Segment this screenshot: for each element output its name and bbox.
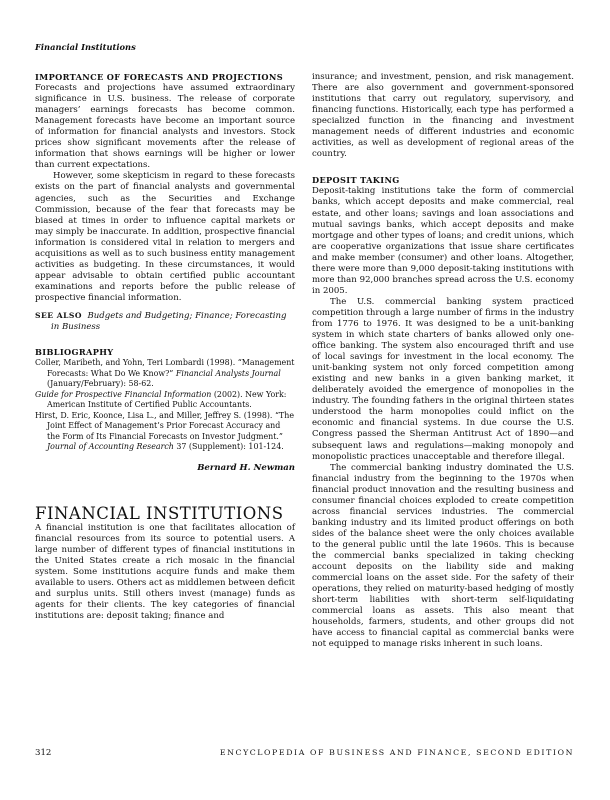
deposit-taking-heading: DEPOSIT TAKING — [312, 175, 400, 186]
forecasts-heading: IMPORTANCE OF FORECASTS AND PROJECTIONS — [35, 72, 283, 82]
financial-institutions-paragraph-1: A financial institution is one that facilitates allocation of financial resources from its source to potential users. A large number of different types of financial institutions in the United States create a rich mosaic in the financial system. Some institutions acquire funds and make them available to users. Others act as middlemen between deficit and surplus units. Still others invest (manage) funds as agents for their clients. The key categories of financial institutions are: deposit taking; finance and — [35, 523, 295, 622]
bibliography-heading: BIBLIOGRAPHY — [35, 346, 114, 357]
book-title: ENCYCLOPEDIA OF BUSINESS AND FINANCE, SECOND EDITION — [219, 748, 574, 757]
author-signature: Bernard H. Newman — [197, 462, 295, 473]
bibliography-entry: Guide for Prospective Financial Information (2002). New York: American Institute of Certified Public Accountants. — [35, 389, 287, 410]
continued-paragraph: insurance; and investment, pension, and risk management. There are also government and government-sponsored institutions that carry out regulatory, supervisory, and financing functions. Historically, each type has performed a specialized function in the financing and investment management needs of different industries and economic activities, as well as development of regional areas of the country. — [312, 72, 574, 160]
bibliography-entry: Coller, Maribeth, and Yohn, Teri Lombardi (1998). “Management Forecasts: What Do We Know?” Financial Analysts Journal (January/February): 58-62. — [35, 358, 295, 389]
deposit-paragraph-3: The commercial banking industry dominated the U.S. financial industry from the beginning to the 1970s when financial product innovation and the resulting business and consumer financial choices exploded to create competition across financial services industries. The commercial banking industry and its limited product offerings on both sides of the balance sheet were the only choices available to the general public until the late 1960s. This is because the commercial banks specialized in taking checking account deposits on the liability side and making commercial loans on the asset side. For the safety of their operations, they relied on maturity-based hedging of mostly short-term liabilities with short-term self-liquidating commercial loans as assets. This also meant that households, farmers, students, and other groups did not have access to financial capital as commercial banks were not equipped to manage risks inherent in such loans. — [312, 462, 574, 650]
see-also-label: SEE ALSO — [35, 310, 83, 320]
page-number: 312 — [35, 748, 52, 758]
deposit-paragraph-1: Deposit-taking institutions take the form of commercial banks, which accept deposits and make commercial, real estate, and other loans; savings and loan associations and mutual savings banks, which accept deposits and make mortgage and other types of loans; and credit unions, which are cooperative organizations that issue share certificates and make member (consumer) and other loans. Altogether, there were more than 9,000 deposit-taking institutions with more than 92,000 branches spread across the U.S. economy in 2005. — [312, 186, 574, 296]
see-also — [35, 310, 295, 333]
forecasts-paragraph-1: Forecasts and projections have assumed extraordinary significance in U.S. business. The release of corporate managers’ earnings forecasts has become common. Management forecasts have become an important source of information for financial analysts and investors. Stock prices show significant movements after the release of information that shows earnings will be higher or lower than current expectations. — [35, 83, 295, 171]
running-head: Financial Institutions — [35, 42, 136, 52]
see-also-refs[interactable]: Budgets and Budgeting; Finance; Forecasting in Business — [51, 310, 287, 332]
forecasts-paragraph-2: However, some skepticism in regard to these forecasts exists on the part of financial analysts and governmental agencies, such as the Securities and Exchange Commission, because of the fear that forecasts may be biased at times in order to influence capital markets or may simply be inaccurate. In addition, prospective financial information is considered vital in relation to mergers and acquisitions as well as to such business entity management activities as budgeting. In these circumstances, it would appear advisable to obtain certified public accountant examinations and reports before the public release of prospective financial information. — [35, 171, 295, 303]
article-title: FINANCIAL INSTITUTIONS — [35, 503, 284, 523]
left-column — [35, 72, 295, 622]
right-column — [312, 72, 574, 650]
deposit-paragraph-2: The U.S. commercial banking system practiced competition through a large number of firms in the industry from 1776 to 1976. It was designed to be a unit-banking system in which state charters of banks allowed only one-office banking. The system also encouraged thrift and use of local savings for investment in the local economy. The unit-banking system not only forced competition among existing and new banks in a given banking market, it deliberately avoided the emergence of monopolies in the industry. The founding fathers in the original thirteen states understood the harm monopolies could inflict on the economic and financial systems. In due course the U.S. Congress passed the Sherman Antitrust Act of 1890—and subsequent laws and regulations—making monopoly and monopolistic practices unacceptable and therefore illegal. — [312, 296, 574, 462]
bibliography-entry: Hirst, D. Eric, Koonce, Lisa L., and Miller, Jeffrey S. (1998). “The Joint Effect of Management’s Prior Forecast Accuracy and the Form of Its Financial Forecasts on Investor Judgment.” Journal of Accounting Research 37 (Supplement): 101-124. — [35, 410, 295, 452]
